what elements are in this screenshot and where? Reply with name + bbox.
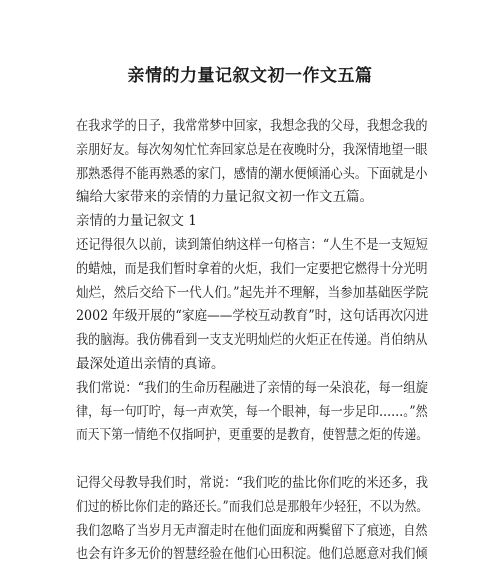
- text-line: 编给大家带来的亲情的力量记叙文初一作文五篇。: [76, 189, 373, 206]
- text-line: 我们忽略了当岁月无声溜走时在他们面庞和两鬓留下了痕迹，自然: [76, 522, 428, 539]
- text-line: 也会有许多无价的智慧经验在他们心田积淀。他们总愿意对我们倾: [76, 546, 428, 563]
- text-line: 最深处道出亲情的真谛。: [76, 355, 225, 372]
- text-line: 那熟悉得不能再熟悉的家门，感情的潮水便倾涌心头。下面就是小: [76, 165, 428, 182]
- text-line: 还记得很久以前，读到箫伯纳这样一句格言：“人生不是一支短短: [76, 236, 428, 253]
- text-line: 们过的桥比你们走的路还长。”而我们总是那般年少轻狂，不以为然。: [76, 498, 429, 515]
- document-title: 亲情的力量记叙文初一作文五篇: [127, 66, 373, 86]
- section-heading: 亲情的力量记叙文 1: [76, 213, 197, 230]
- text-line: 灿烂，然后交给下一代人们。”起先并不理解，当参加基础医学院: [76, 284, 429, 301]
- text-line: 2002 年级开展的“家庭——学校互动教育”时，这句话再次闪进: [76, 308, 429, 325]
- text-line: 亲朋好友。每次匆匆忙忙奔回家总是在夜晚时分，我深情地望一眼: [76, 141, 428, 158]
- text-line: 我们常说：“我们的生命历程融进了亲情的每一朵浪花，每一组旋: [76, 379, 428, 396]
- text-line: 律，每一句叮咛，每一声欢笑，每一个眼神，每一步足印……。”然: [76, 403, 428, 420]
- paragraph-gap: [76, 448, 428, 472]
- text-line: 我的脑海。我仿佛看到一支支光明灿烂的火炬正在传递。肖伯纳从: [76, 332, 428, 349]
- text-line: 的蜡烛，而是我们暂时拿着的火炬，我们一定要把它燃得十分光明: [76, 260, 428, 277]
- document-body: [76, 115, 428, 566]
- text-line: 而天下第一情绝不仅指呵护，更重要的是教育，使智慧之炬的传递。: [76, 427, 428, 444]
- text-line: 在我求学的日子，我常常梦中回家，我想念我的父母，我想念我的: [76, 118, 428, 134]
- text-line: 记得父母教导我们时，常说：“我们吃的盐比你们吃的米还多，我: [76, 474, 428, 491]
